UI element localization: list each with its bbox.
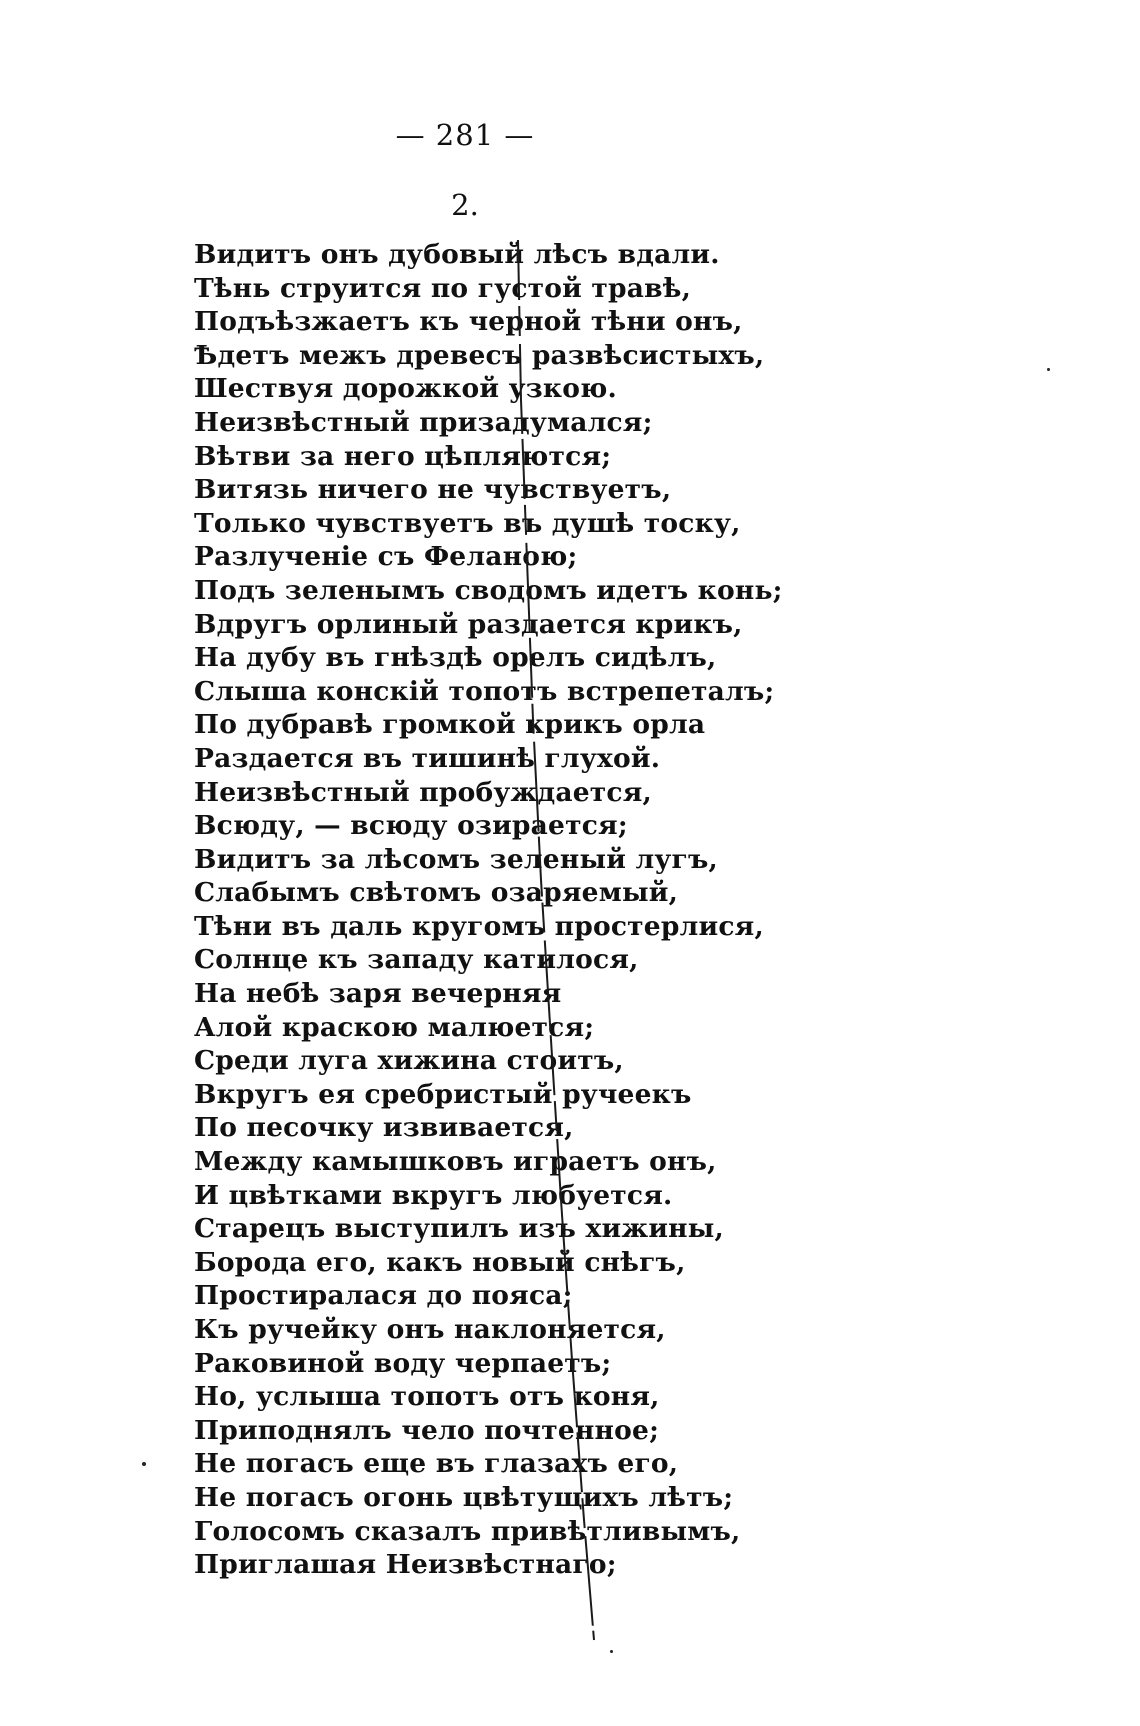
page-number: — 281 — [395, 118, 535, 152]
poem-line: Старецъ выступилъ изъ хижины, [194, 1213, 724, 1245]
poem-line: Всюду, — всюду озирается; [194, 810, 628, 842]
poem-text [194, 238, 783, 1582]
poem-line: Подъѣзжаетъ къ черной тѣни онъ, [194, 306, 743, 338]
poem-line: По песочку извивается, [194, 1112, 574, 1144]
poem-line: Раздается въ тишинѣ глухой. [194, 742, 661, 774]
poem-line: Раковиной воду черпаетъ; [194, 1347, 612, 1379]
poem-line: Приподнялъ чело почтенное; [194, 1414, 660, 1446]
poem-line: И цвѣтками вкругъ любуется. [194, 1179, 673, 1211]
poem-line: Вдругъ орлиный раздается крикъ, [194, 608, 743, 640]
poem-line: Борода его, какъ новый снѣгъ, [194, 1246, 686, 1278]
poem-line: Не погасъ огонь цвѣтущихъ лѣтъ; [194, 1481, 734, 1513]
poem-line: На дубу въ гнѣздѣ орелъ сидѣлъ, [194, 642, 717, 674]
poem-line: На небѣ заря вечерняя [194, 978, 562, 1010]
poem-line: Вкругъ ея сребристый ручеекъ [194, 1078, 692, 1110]
section-number: 2. [451, 188, 479, 222]
ink-speck [1047, 368, 1050, 371]
poem-line: Простиралася до пояса; [194, 1280, 573, 1312]
poem-line: Но, услыша топотъ отъ коня, [194, 1381, 660, 1413]
poem-line: Ѣдетъ межъ древесъ развѣсистыхъ, [194, 339, 765, 371]
poem-line: Солнце къ западу катилося, [194, 944, 639, 976]
poem-line: По дубравѣ громкой крикъ орла [194, 709, 706, 741]
poem-line: Разлученіе съ Феланою; [194, 541, 578, 573]
poem-line: Голосомъ сказалъ привѣтливымъ, [194, 1515, 741, 1547]
poem-line: Вѣтви за него цѣпляются; [194, 440, 612, 472]
poem-line: Только чувствуетъ въ душѣ тоску, [194, 507, 741, 539]
poem-line: Тѣнь струится по густой травѣ, [194, 272, 692, 304]
poem-line: Слыша конскій топотъ встрепеталъ; [194, 675, 775, 707]
poem-line: Не погасъ еще въ глазахъ его, [194, 1448, 679, 1480]
ink-speck [142, 1462, 146, 1466]
poem-line: Алой краскою малюется; [194, 1011, 595, 1043]
poem-line: Видитъ за лѣсомъ зеленый лугъ, [194, 843, 718, 875]
poem-line: Шествуя дорожкой узкою. [194, 373, 617, 405]
poem-line: Слабымъ свѣтомъ озаряемый, [194, 877, 678, 909]
poem-line: Неизвѣстный пробуждается, [194, 776, 652, 808]
poem-line: Приглашая Неизвѣстнаго; [194, 1549, 617, 1581]
poem-line: Неизвѣстный призадумался; [194, 406, 653, 438]
poem-line: Видитъ онъ дубовый лѣсъ вдали. [194, 239, 720, 270]
poem-line: Тѣни въ даль кругомъ простерлися, [194, 910, 764, 942]
poem-line: Среди луга хижина стоитъ, [194, 1045, 624, 1077]
poem-line: Между камышковъ играетъ онъ, [194, 1146, 717, 1178]
ink-speck [610, 1650, 613, 1653]
poem-line: Подъ зеленымъ сводомъ идетъ конь; [194, 574, 783, 606]
poem-line: Къ ручейку онъ наклоняется, [194, 1314, 666, 1345]
poem-line: Витязь ничего не чувствуетъ, [194, 474, 672, 506]
